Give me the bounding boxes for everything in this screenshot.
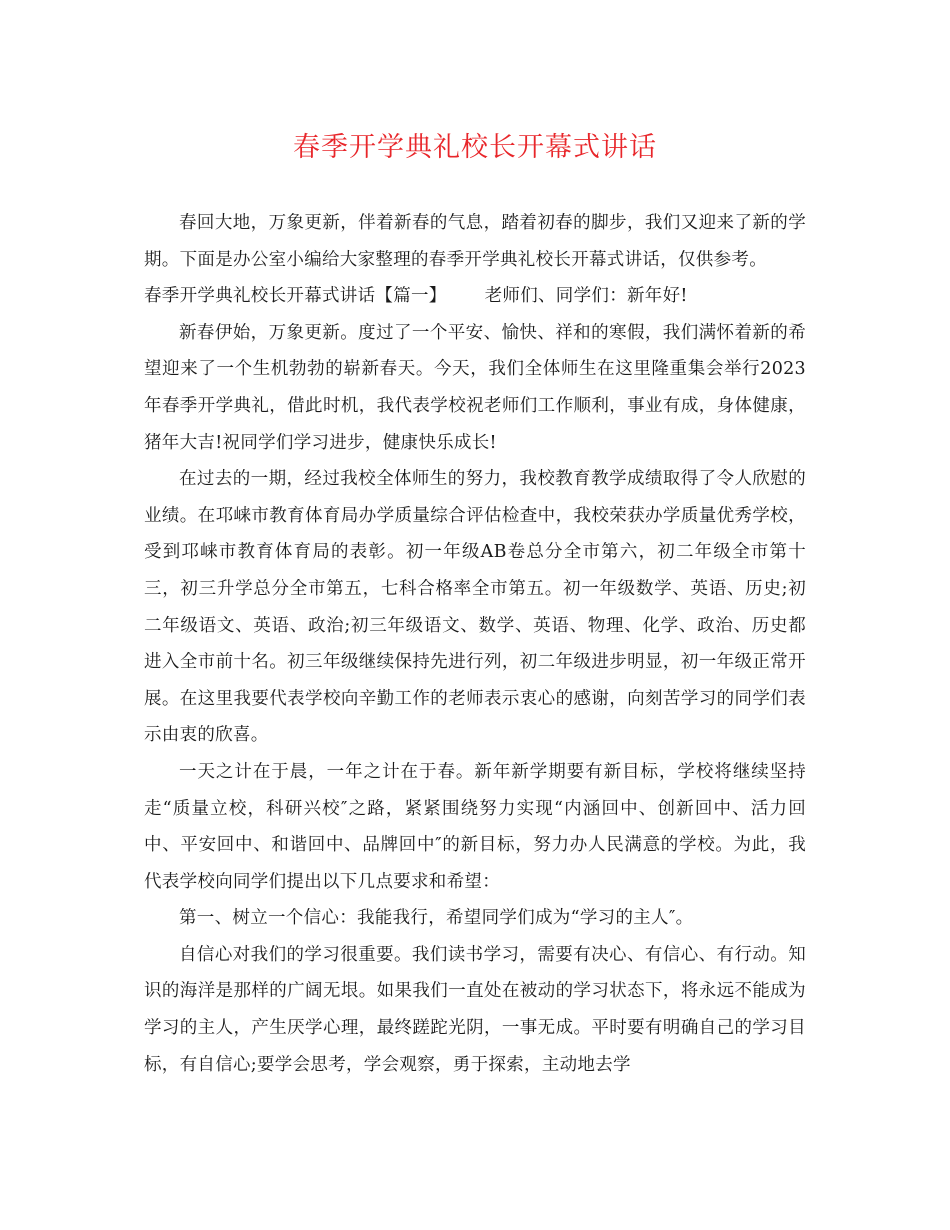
section-heading: 春季开学典礼校长开幕式讲话【篇一】 (144, 286, 447, 307)
body-paragraph: 自信心对我们的学习很重要。我们读书学习，需要有决心、有信心、有行动。知识的海洋是那样的广阔无垠。如果我们一直处在被动的学习状态下，将永远不能成为学习的主人，产生厌学心理，最终蹉跎光阴，一事无成。平时要有明确自己的学习目标，有自信心;要学会思考，学会观察，勇于探索，主动地去学 (144, 944, 806, 1075)
section-heading-line (144, 278, 806, 315)
body-paragraph: 新春伊始，万象更新。度过了一个平安、愉快、祥和的寒假，我们满怀着新的希望迎来了一个生机勃勃的崭新春天。今天，我们全体师生在这里隆重集会举行2023年春季开学典礼，借此时机，我代表学校祝老师们工作顺利，事业有成，身体健康，猪年大吉!祝同学们学习进步，健康快乐成长! (144, 322, 806, 453)
greeting: 老师们、同学们：新年好! (484, 286, 688, 307)
body-paragraph: 在过去的一期，经过我校全体师生的努力，我校教育教学成绩取得了令人欣慰的业绩。在邛崃市教育体育局办学质量综合评估检查中，我校荣获办学质量优秀学校，受到邛崃市教育体育局的表彰。初一年级AB卷总分全市第六，初二年级全市第十三，初三升学总分全市第五，七科合格率全市第五。初一年级数学、英语、历史;初二年级语文、英语、政治;初三年级语文、数学、英语、物理、化学、政治、历史都进入全市前十名。初三年级继续保持先进行列，初二年级进步明显，初一年级正常开展。在这里我要代表学校向辛勤工作的老师表示衷心的感谢，向刻苦学习的同学们表示由衷的欣喜。 (144, 469, 806, 746)
body-paragraph: 一天之计在于晨，一年之计在于春。新年新学期要有新目标，学校将继续坚持走“质量立校，科研兴校″之路，紧紧围绕努力实现“内涵回中、创新回中、活力回中、平安回中、和谐回中、品牌回中″的新目标，努力办人民满意的学校。为此，我代表学校向同学们提出以下几点要求和希望： (144, 761, 806, 892)
intro-paragraph: 春回大地，万象更新，伴着新春的气息，踏着初春的脚步，我们又迎来了新的学期。下面是办公室小编给大家整理的春季开学典礼校长开幕式讲话，仅供参考。 (144, 213, 806, 270)
document-title: 春季开学典礼校长开幕式讲话 (293, 132, 657, 163)
body-paragraph: 第一、树立一个信心：我能我行，希望同学们成为“学习的主人″。 (179, 908, 694, 929)
document-body (144, 205, 806, 1083)
